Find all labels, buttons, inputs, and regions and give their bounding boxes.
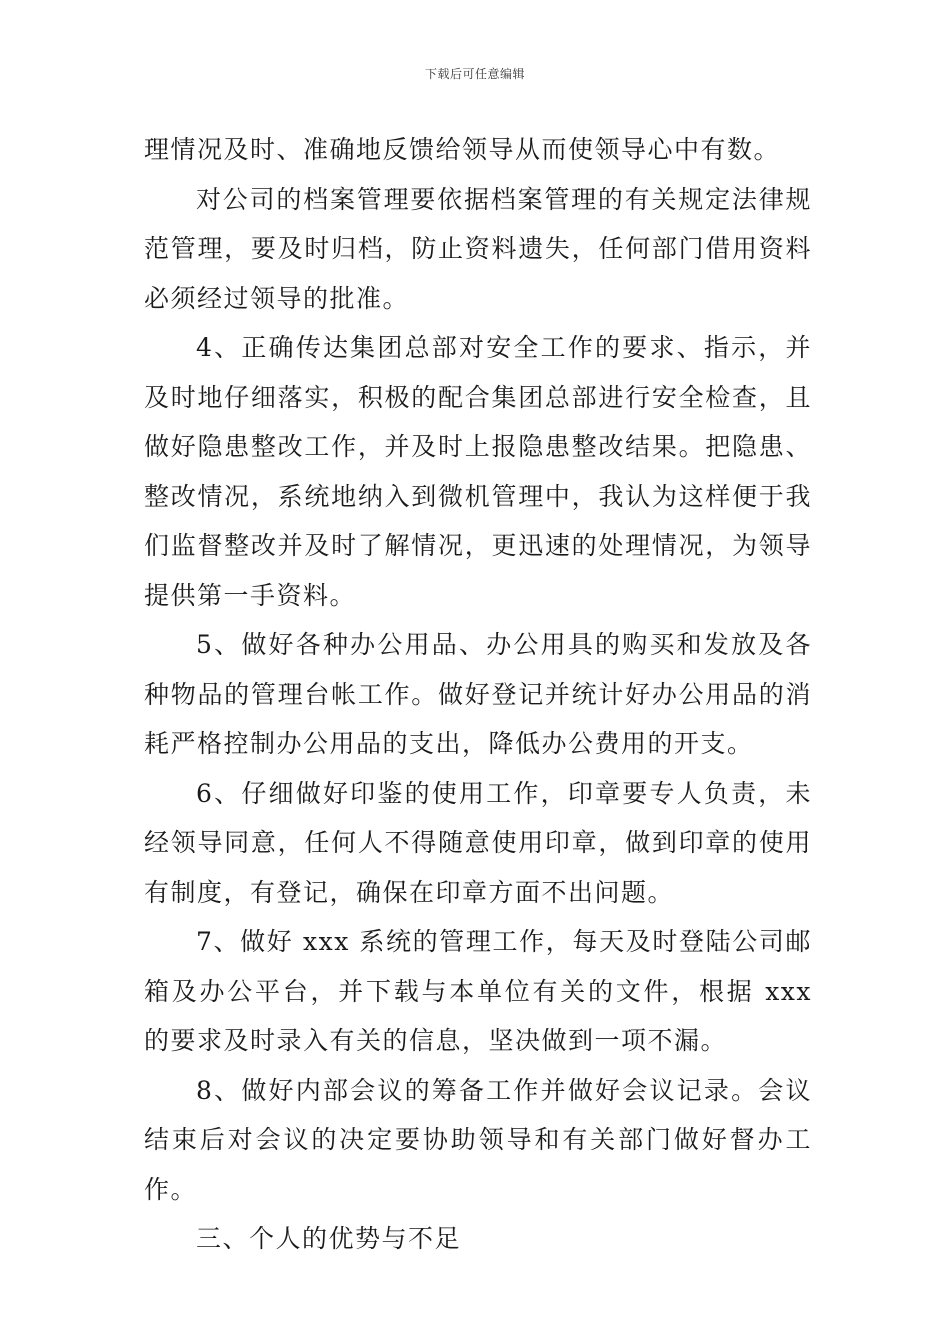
paragraph-item-6-seal-usage: 6、仔细做好印鉴的使用工作，印章要专人负责，未经领导同意，任何人不得随意使用印章，做到印章的使用有制度，有登记，确保在印章方面不出问题。 [144, 778, 812, 907]
paragraph-continuation: 理情况及时、准确地反馈给领导从而使领导心中有数。 [144, 135, 781, 164]
paragraph-archive-management: 对公司的档案管理要依据档案管理的有关规定法律规范管理，要及时归档，防止资料遗失，任何部门借用资料必须经过领导的批准。 [144, 184, 812, 313]
paragraph-item-5-office-supplies: 5、做好各种办公用品、办公用具的购买和发放及各种物品的管理台帐工作。做好登记并统计好办公用品的消耗严格控制办公用品的支出，降低办公费用的开支。 [144, 630, 812, 758]
section-heading-strengths-weaknesses: 三、个人的优势与不足 [196, 1224, 462, 1253]
page-header-note: 下载后可任意编辑 [424, 67, 525, 81]
paragraph-item-4-safety: 4、正确传达集团总部对安全工作的要求、指示，并及时地仔细落实，积极的配合集团总部进行安全检查，且做好隐患整改工作，并及时上报隐患整改结果。把隐患、整改情况，系统地纳入到微机管理中，我认为这样便于我们监督整改并及时了解情况，更迅速的处理情况，为领导提供第一手资料。 [144, 333, 812, 610]
paragraph-item-8-meetings: 8、做好内部会议的筹备工作并做好会议记录。会议结束后对会议的决定要协助领导和有关部门做好督办工作。 [144, 1075, 812, 1204]
document-body [144, 125, 812, 1264]
paragraph-item-7-system-management: 7、做好 xxx 系统的管理工作，每天及时登陆公司邮箱及办公平台，并下载与本单位有关的文件，根据 xxx 的要求及时录入有关的信息，坚决做到一项不漏。 [144, 927, 812, 1055]
